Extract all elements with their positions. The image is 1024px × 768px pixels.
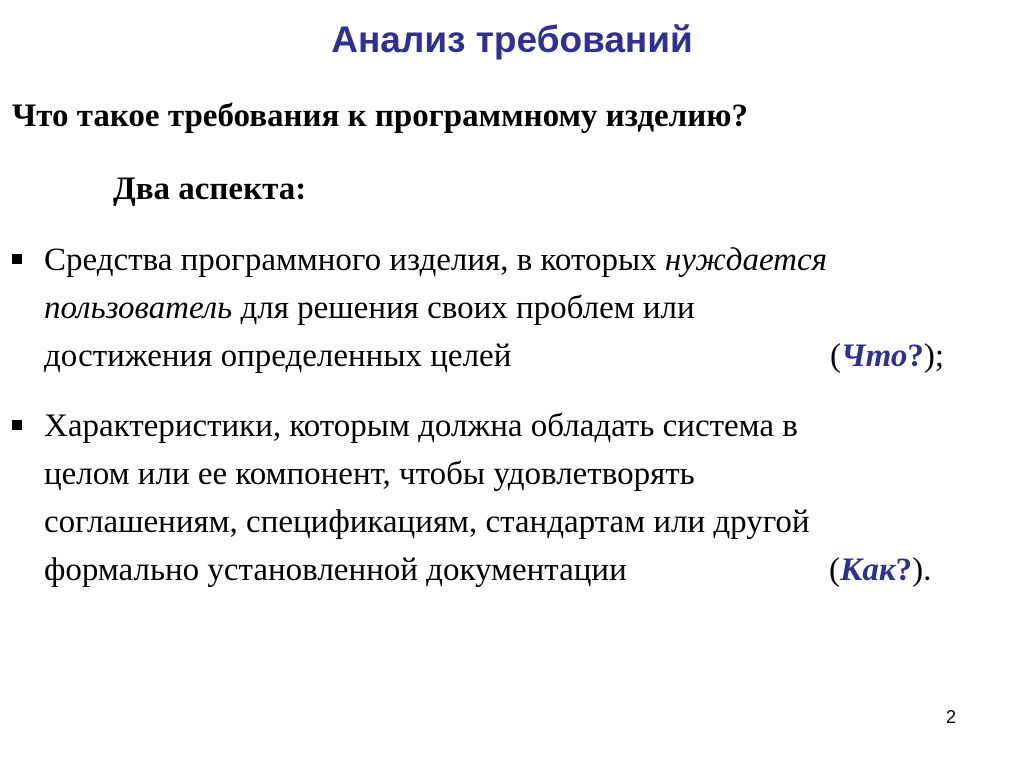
bullet-what [12,236,1002,380]
bullet-line [44,332,1002,380]
tag-accent: Как [840,552,896,588]
bullet-line [44,498,1002,546]
bullet-how [12,402,1002,594]
bullet-line [44,402,1002,450]
bullet-italic-text: нуждается [664,242,827,278]
bullet-line [44,236,1002,284]
bullet-text: целом или ее компонент, чтобы удовлетворять [44,456,695,492]
bullet-text: соглашениям, спецификациям, стандартам или другой [44,504,810,540]
bullet-italic-text: пользователь [44,290,233,326]
bullet-text: Средства программного изделия, в которых [44,242,665,278]
bullet-text: Характеристики, которым должна обладать система в [44,408,798,444]
page-number: 2 [946,707,957,727]
bullet-text: достижения определенных целей [44,338,512,374]
slide-title: Анализ требований [331,19,693,60]
bullet-line [44,450,1002,498]
aspects-heading: Два аспекта: [113,171,307,207]
bullet-line [44,284,1002,332]
bullet-text: формально установленной документации [44,552,627,588]
tag-close: ); [923,338,945,374]
tag-open: ( [829,552,840,588]
square-bullet-icon [12,254,22,264]
tag-open: ( [830,338,841,374]
square-bullet-icon [12,420,22,430]
tag-question-mark: ? [907,338,924,374]
question-heading: Что такое требования к программному изделию? [12,98,748,134]
tag-question-mark: ? [895,552,913,588]
tag-close: ). [912,552,932,588]
bullet-text: для решения своих проблем или [232,290,695,326]
how-tag [829,546,931,594]
bullet-line [44,546,1002,594]
tag-accent: Что [841,338,908,374]
what-tag [830,332,944,380]
